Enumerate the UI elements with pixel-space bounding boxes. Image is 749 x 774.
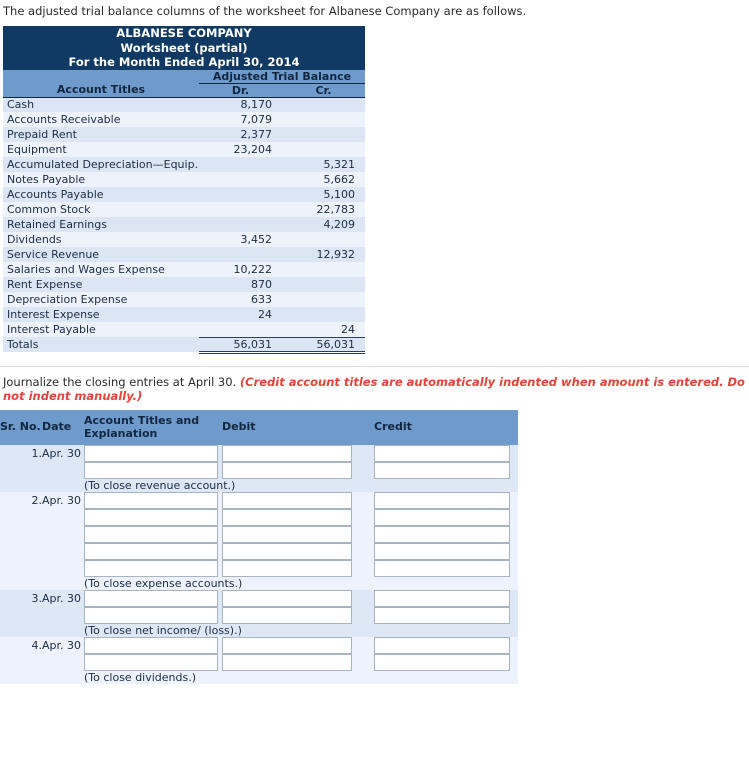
- journal-explanation-spacer-sr: [0, 671, 42, 684]
- journal-explanation-text: (To close dividends.): [84, 671, 518, 684]
- worksheet-account-title: Equipment: [3, 142, 199, 157]
- journal-explanation-text: (To close net income/ (loss).): [84, 624, 518, 637]
- journal-sr-no: [0, 526, 42, 543]
- worksheet-debit-value: 870: [199, 277, 282, 292]
- worksheet-credit-value: 24: [282, 322, 365, 337]
- debit-input[interactable]: [222, 509, 352, 526]
- worksheet-title-line-1: ALBANESE COMPANY: [116, 26, 252, 40]
- worksheet-debit-value: 2,377: [199, 127, 282, 142]
- debit-input-cell: [222, 560, 374, 577]
- worksheet-credit-value: [282, 262, 365, 277]
- worksheet-account-title: Rent Expense: [3, 277, 199, 292]
- worksheet-debit-value: 8,170: [199, 97, 282, 112]
- worksheet-row: [3, 307, 365, 322]
- worksheet-account-title: Dividends: [3, 232, 199, 247]
- closing-entries-journal-table: [0, 410, 518, 684]
- worksheet-account-title: Retained Earnings: [3, 217, 199, 232]
- account-title-input-cell: [84, 543, 222, 560]
- debit-input[interactable]: [222, 526, 352, 543]
- worksheet-account-title: Accounts Payable: [3, 187, 199, 202]
- worksheet-account-title: Accumulated Depreciation—Equip.: [3, 157, 199, 172]
- journal-sr-no: [0, 509, 42, 526]
- debit-input-cell: [222, 492, 374, 509]
- journal-explanation-spacer-date: [42, 624, 84, 637]
- journal-header-date: Date: [42, 410, 84, 445]
- journal-explanation-spacer-sr: [0, 624, 42, 637]
- worksheet-totals-credit: 56,031: [282, 337, 365, 352]
- worksheet-debit-value: [199, 322, 282, 337]
- worksheet-debit-value: [199, 187, 282, 202]
- journal-explanation-spacer-date: [42, 577, 84, 590]
- debit-input-cell: [222, 462, 374, 479]
- journal-entry-row: [0, 590, 518, 607]
- credit-input-cell: [374, 492, 518, 509]
- worksheet-debit-value: [199, 247, 282, 262]
- journal-sr-no: [0, 462, 42, 479]
- worksheet-title-row: [3, 26, 365, 70]
- worksheet-row: [3, 232, 365, 247]
- account-title-input[interactable]: [84, 543, 218, 560]
- worksheet-span-header-row: [3, 70, 365, 84]
- worksheet-account-title: Interest Expense: [3, 307, 199, 322]
- column-header-account-titles: Account Titles: [3, 83, 199, 97]
- worksheet-debit-value: [199, 217, 282, 232]
- account-title-input[interactable]: [84, 560, 218, 577]
- journal-date: Apr. 30: [42, 590, 84, 607]
- worksheet-row: [3, 262, 365, 277]
- account-title-input-cell: [84, 492, 222, 509]
- journal-entry-row: [0, 607, 518, 624]
- worksheet-credit-value: [282, 307, 365, 322]
- account-title-input-cell: [84, 462, 222, 479]
- span-header-spacer: [3, 70, 199, 84]
- journal-entry-row: [0, 543, 518, 560]
- journal-table-body: [0, 445, 518, 684]
- account-title-input[interactable]: [84, 526, 218, 543]
- worksheet-account-title: Notes Payable: [3, 172, 199, 187]
- credit-input-cell: [374, 543, 518, 560]
- account-title-input[interactable]: [84, 492, 218, 509]
- credit-input[interactable]: [374, 637, 510, 654]
- worksheet-title-line-2: Worksheet (partial): [120, 40, 248, 55]
- worksheet-row: [3, 277, 365, 292]
- journal-date: [42, 607, 84, 624]
- credit-input[interactable]: [374, 607, 510, 624]
- journal-explanation-text: (To close revenue account.): [84, 479, 518, 492]
- journal-header-account-titles: Account Titles and Explanation: [84, 410, 222, 445]
- worksheet-row: [3, 247, 365, 262]
- credit-input-cell: [374, 560, 518, 577]
- worksheet-credit-value: 12,932: [282, 247, 365, 262]
- debit-input[interactable]: [222, 654, 352, 671]
- debit-input-cell: [222, 509, 374, 526]
- worksheet-credit-value: 5,100: [282, 187, 365, 202]
- credit-input-cell: [374, 637, 518, 654]
- worksheet-account-title: Interest Payable: [3, 322, 199, 337]
- journal-sr-no: [0, 560, 42, 577]
- debit-input-cell: [222, 526, 374, 543]
- worksheet-debit-value: 23,204: [199, 142, 282, 157]
- worksheet-credit-value: 5,321: [282, 157, 365, 172]
- worksheet-totals-label: Totals: [3, 337, 199, 352]
- worksheet-container: [3, 26, 365, 354]
- credit-input-cell: [374, 445, 518, 462]
- worksheet-credit-value: [282, 292, 365, 307]
- journal-date: Apr. 30: [42, 637, 84, 654]
- worksheet-row: [3, 157, 365, 172]
- worksheet-account-title: Accounts Receivable: [3, 112, 199, 127]
- journal-instruction-note: (Credit account titles are automatically indented when amount is entered. Do not indent manually.): [3, 374, 745, 403]
- journal-sr-no: [0, 543, 42, 560]
- worksheet-account-title: Depreciation Expense: [3, 292, 199, 307]
- debit-input[interactable]: [222, 560, 352, 577]
- journal-container: [0, 410, 518, 684]
- account-title-input[interactable]: [84, 509, 218, 526]
- journal-date: Apr. 30: [42, 492, 84, 509]
- credit-input[interactable]: [374, 560, 510, 577]
- account-title-input[interactable]: [84, 462, 218, 479]
- adjusted-trial-balance-table: [3, 26, 365, 354]
- worksheet-row: [3, 217, 365, 232]
- worksheet-credit-value: 5,662: [282, 172, 365, 187]
- credit-input-cell: [374, 462, 518, 479]
- worksheet-column-header-row: [3, 83, 365, 97]
- worksheet-row: [3, 112, 365, 127]
- worksheet-credit-value: 4,209: [282, 217, 365, 232]
- debit-input[interactable]: [222, 637, 352, 654]
- journal-explanation-row: [0, 577, 518, 590]
- debit-input-cell: [222, 590, 374, 607]
- debit-input-cell: [222, 543, 374, 560]
- journal-instruction: [0, 367, 749, 403]
- worksheet-credit-value: [282, 112, 365, 127]
- journal-date: Apr. 30: [42, 445, 84, 462]
- worksheet-row: [3, 202, 365, 217]
- account-title-input[interactable]: [84, 590, 218, 607]
- journal-sr-no: 4.: [0, 637, 42, 654]
- account-title-input-cell: [84, 526, 222, 543]
- journal-entry-row: [0, 462, 518, 479]
- account-title-input-cell: [84, 654, 222, 671]
- account-title-input-cell: [84, 637, 222, 654]
- credit-input[interactable]: [374, 492, 510, 509]
- credit-input[interactable]: [374, 654, 510, 671]
- credit-input[interactable]: [374, 543, 510, 560]
- column-header-credit: Cr.: [282, 83, 365, 97]
- journal-explanation-row: [0, 479, 518, 492]
- credit-input[interactable]: [374, 509, 510, 526]
- journal-sr-no: [0, 607, 42, 624]
- worksheet-row: [3, 322, 365, 337]
- journal-explanation-spacer-date: [42, 671, 84, 684]
- journal-date: [42, 462, 84, 479]
- debit-input-cell: [222, 637, 374, 654]
- debit-input-cell: [222, 445, 374, 462]
- worksheet-row: [3, 97, 365, 112]
- worksheet-credit-value: [282, 127, 365, 142]
- worksheet-debit-value: [199, 172, 282, 187]
- worksheet-credit-value: [282, 142, 365, 157]
- journal-entry-row: [0, 637, 518, 654]
- debit-input[interactable]: [222, 543, 352, 560]
- credit-input-cell: [374, 654, 518, 671]
- column-header-debit: Dr.: [199, 83, 282, 97]
- journal-sr-no: 1.: [0, 445, 42, 462]
- debit-input-cell: [222, 607, 374, 624]
- journal-explanation-text: (To close expense accounts.): [84, 577, 518, 590]
- worksheet-account-title: Prepaid Rent: [3, 127, 199, 142]
- worksheet-debit-value: 10,222: [199, 262, 282, 277]
- journal-date: [42, 526, 84, 543]
- journal-table-head: [0, 410, 518, 445]
- debit-input-cell: [222, 654, 374, 671]
- account-title-input[interactable]: [84, 607, 218, 624]
- debit-input[interactable]: [222, 445, 352, 462]
- journal-date: [42, 509, 84, 526]
- credit-input-cell: [374, 590, 518, 607]
- worksheet-debit-value: [199, 202, 282, 217]
- journal-entry-row: [0, 492, 518, 509]
- credit-input-cell: [374, 526, 518, 543]
- journal-header-sr-no: Sr. No.: [0, 410, 42, 445]
- journal-explanation-spacer-date: [42, 479, 84, 492]
- journal-explanation-spacer-sr: [0, 479, 42, 492]
- account-title-input-cell: [84, 445, 222, 462]
- worksheet-debit-value: 633: [199, 292, 282, 307]
- worksheet-row: [3, 292, 365, 307]
- adjusted-trial-balance-span-header: Adjusted Trial Balance: [199, 70, 365, 84]
- account-title-input-cell: [84, 590, 222, 607]
- credit-input[interactable]: [374, 462, 510, 479]
- worksheet-account-title: Cash: [3, 97, 199, 112]
- journal-explanation-spacer-sr: [0, 577, 42, 590]
- journal-entry-row: [0, 654, 518, 671]
- worksheet-debit-value: [199, 157, 282, 172]
- worksheet-title-line-3: For the Month Ended April 30, 2014: [68, 55, 300, 69]
- worksheet-title: [3, 26, 365, 70]
- worksheet-row: [3, 142, 365, 157]
- account-title-input-cell: [84, 607, 222, 624]
- journal-explanation-row: [0, 671, 518, 684]
- worksheet-debit-value: 7,079: [199, 112, 282, 127]
- worksheet-totals-debit: 56,031: [199, 337, 282, 352]
- account-title-input-cell: [84, 509, 222, 526]
- journal-header-row: [0, 410, 518, 445]
- worksheet-credit-value: [282, 232, 365, 247]
- journal-entry-row: [0, 509, 518, 526]
- journal-entry-row: [0, 445, 518, 462]
- intro-text: The adjusted trial balance columns of the worksheet for Albanese Company are as follows.: [3, 4, 527, 18]
- debit-input[interactable]: [222, 462, 352, 479]
- journal-sr-no: 2.: [0, 492, 42, 509]
- debit-input[interactable]: [222, 590, 352, 607]
- worksheet-credit-value: 22,783: [282, 202, 365, 217]
- worksheet-account-title: Salaries and Wages Expense: [3, 262, 199, 277]
- worksheet-row: [3, 127, 365, 142]
- journal-instruction-main: Journalize the closing entries at April 30.: [3, 374, 237, 389]
- worksheet-credit-value: [282, 97, 365, 112]
- journal-header-debit: Debit: [222, 410, 374, 445]
- worksheet-row: [3, 187, 365, 202]
- journal-explanation-row: [0, 624, 518, 637]
- journal-sr-no: 3.: [0, 590, 42, 607]
- journal-date: [42, 543, 84, 560]
- journal-header-credit: Credit: [374, 410, 518, 445]
- worksheet-debit-value: 24: [199, 307, 282, 322]
- credit-input[interactable]: [374, 445, 510, 462]
- worksheet-credit-value: [282, 277, 365, 292]
- account-title-input-cell: [84, 560, 222, 577]
- account-title-input[interactable]: [84, 637, 218, 654]
- journal-date: [42, 654, 84, 671]
- journal-date: [42, 560, 84, 577]
- credit-input-cell: [374, 607, 518, 624]
- worksheet-totals-row: [3, 337, 365, 352]
- debit-input[interactable]: [222, 492, 352, 509]
- account-title-input[interactable]: [84, 445, 218, 462]
- account-title-input[interactable]: [84, 654, 218, 671]
- credit-input[interactable]: [374, 590, 510, 607]
- credit-input-cell: [374, 509, 518, 526]
- credit-input[interactable]: [374, 526, 510, 543]
- worksheet-row: [3, 172, 365, 187]
- journal-entry-row: [0, 560, 518, 577]
- worksheet-account-title: Common Stock: [3, 202, 199, 217]
- worksheet-debit-value: 3,452: [199, 232, 282, 247]
- journal-entry-row: [0, 526, 518, 543]
- journal-sr-no: [0, 654, 42, 671]
- debit-input[interactable]: [222, 607, 352, 624]
- worksheet-account-title: Service Revenue: [3, 247, 199, 262]
